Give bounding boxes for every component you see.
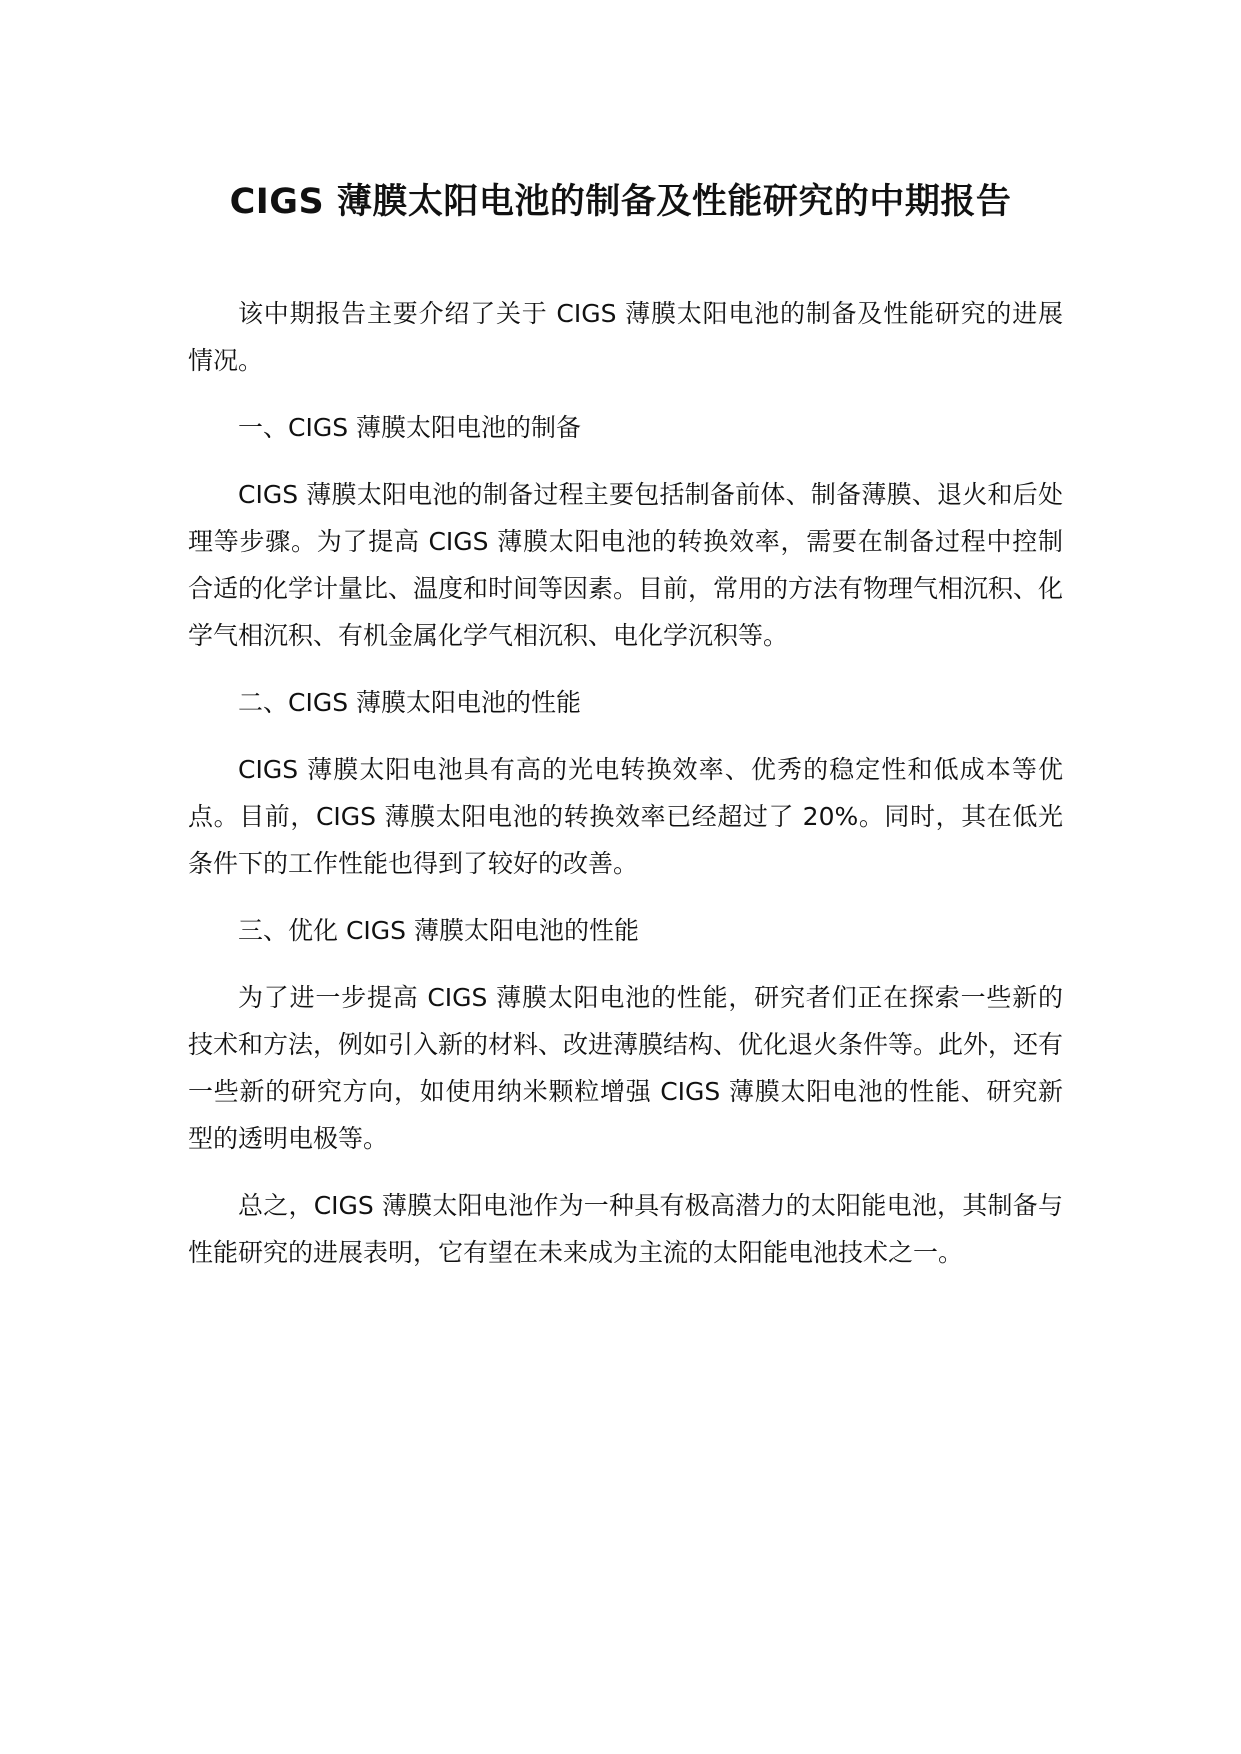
document-title: CIGS 薄膜太阳电池的制备及性能研究的中期报告 xyxy=(229,182,1012,222)
section-paragraph-optimization: 为了进一步提高 CIGS 薄膜太阳电池的性能，研究者们正在探索一些新的技术和方法，例如引入新的材料、改进薄膜结构、优化退火条件等。此外，还有一些新的研究方向，如使用纳米颗粒增强 CIGS 薄膜太阳电池的性能、研究新型的透明电极等。 xyxy=(188,983,1064,1153)
document-body xyxy=(188,290,1063,1296)
section-heading-preparation: 一、CIGS 薄膜太阳电池的制备 xyxy=(238,413,582,442)
section-paragraph-preparation: CIGS 薄膜太阳电池的制备过程主要包括制备前体、制备薄膜、退火和后处理等步骤。为了提高 CIGS 薄膜太阳电池的转换效率，需要在制备过程中控制合适的化学计量比、温度和时间等因素。目前，常用的方法有物理气相沉积、化学气相沉积、有机金属化学气相沉积、电化学沉积等。 xyxy=(188,480,1064,650)
intro-paragraph: 该中期报告主要介绍了关于 CIGS 薄膜太阳电池的制备及性能研究的进展情况。 xyxy=(188,299,1063,375)
section-heading-optimization: 三、优化 CIGS 薄膜太阳电池的性能 xyxy=(238,916,639,945)
section-heading-performance: 二、CIGS 薄膜太阳电池的性能 xyxy=(238,688,582,717)
section-paragraph-performance: CIGS 薄膜太阳电池具有高的光电转换效率、优秀的稳定性和低成本等优点。目前，CIGS 薄膜太阳电池的转换效率已经超过了 20%。同时，其在低光条件下的工作性能也得到了较好的改善。 xyxy=(188,755,1063,878)
conclusion-paragraph: 总之，CIGS 薄膜太阳电池作为一种具有极高潜力的太阳能电池，其制备与性能研究的进展表明，它有望在未来成为主流的太阳能电池技术之一。 xyxy=(188,1191,1063,1267)
